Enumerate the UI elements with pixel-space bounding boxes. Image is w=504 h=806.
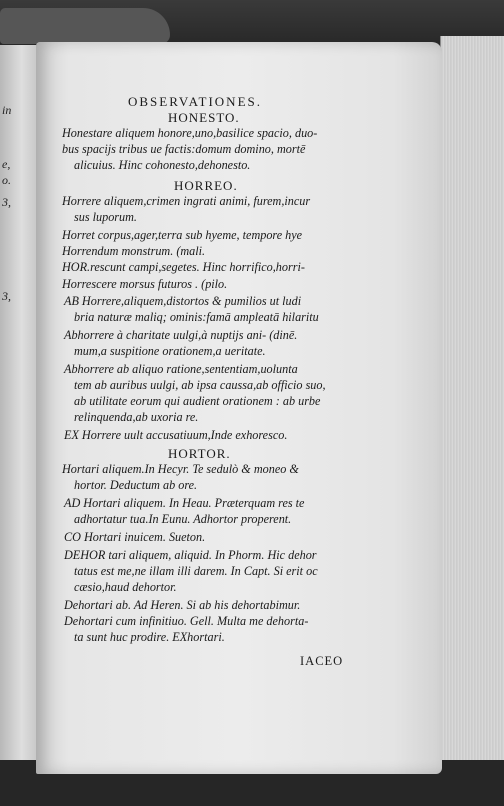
- text-line: hortor. Deductum ab ore.: [74, 478, 198, 492]
- text-line: sus luporum.: [74, 210, 137, 224]
- text-line: AD Hortari aliquem. In Heau. Præterquam res te: [64, 496, 305, 510]
- text-line: ta sunt huc prodire. EXhortari.: [74, 630, 225, 644]
- text-line: HOR.rescunt campi,segetes. Hinc horrifico,horri-: [62, 260, 305, 274]
- page-edges: [440, 36, 504, 776]
- text-line: adhortatur tua.In Eunu. Adhortor properent.: [74, 512, 292, 526]
- text-line: mum,a suspitione orationem,a ueritate.: [74, 344, 266, 358]
- text-line: DEHOR tari aliquem, aliquid. In Phorm. Hic dehor: [64, 548, 317, 562]
- text-line: Dehortari ab. Ad Heren. Si ab his dehortabimur.: [64, 598, 301, 612]
- text-line: bria naturæ maliq; ominis:famā ampleatā hilaritu: [74, 310, 319, 324]
- left-margin-text: in: [2, 103, 12, 117]
- text-line: Horret corpus,ager,terra sub hyeme, tempore hye: [62, 228, 303, 242]
- text-line: ab utilitate eorum qui audient orationem : ab urbe: [74, 394, 321, 408]
- text-line: cæsio,haud dehortor.: [74, 580, 177, 594]
- text-line: bus spacijs tribus ue factis:domum domino, mortē: [62, 142, 306, 156]
- book-cloth: [0, 8, 170, 44]
- text-line: Dehortari cum infinitiuo. Gell. Multa me dehorta-: [64, 614, 309, 628]
- section-heading: HORTOR.: [168, 446, 231, 461]
- text-line: Horrescere morsus futuros . (pilo.: [62, 277, 228, 291]
- text-line: Horrere aliquem,crimen ingrati animi, furem,incur: [62, 194, 311, 208]
- text-line: relinquenda,ab uxoria re.: [74, 410, 199, 424]
- left-margin-text: 3,: [2, 289, 11, 303]
- text-line: tem ab auribus uulgi, ab ipsa caussa,ab officio suo,: [74, 378, 326, 392]
- text-line: EX Horrere uult accusatiuum,Inde exhoresco.: [64, 428, 288, 442]
- running-header: OBSERVATIONES.: [128, 94, 262, 109]
- section-heading: HONESTO.: [168, 110, 240, 125]
- text-line: Hortari aliquem.In Hecyr. Te sedulò & moneo &: [62, 462, 299, 476]
- text-line: tatus est me,ne illam illi darem. In Capt. Si erit oc: [74, 564, 318, 578]
- text-line: Honestare aliquem honore,uno,basilice spacio, duo-: [62, 126, 318, 140]
- left-page-fragment: [0, 45, 38, 760]
- section-heading: HORREO.: [174, 178, 238, 193]
- text-line: Abhorrere ab aliquo ratione,sententiam,uolunta: [64, 362, 298, 376]
- text-line: Abhorrere à charitate uulgi,à nuptijs ani- (dinē.: [64, 328, 298, 342]
- text-line: alicuius. Hinc cohonesto,dehonesto.: [74, 158, 251, 172]
- text-line: Horrendum monstrum. (mali.: [62, 244, 206, 258]
- catchword: IACEO: [300, 654, 344, 668]
- text-line: AB Horrere,aliquem,distortos & pumilios ut ludi: [64, 294, 302, 308]
- text-line: CO Hortari inuicem. Sueton.: [64, 530, 206, 544]
- left-margin-text: 3,: [2, 195, 11, 209]
- left-margin-text: e,: [2, 157, 11, 171]
- left-margin-text: o.: [2, 173, 11, 187]
